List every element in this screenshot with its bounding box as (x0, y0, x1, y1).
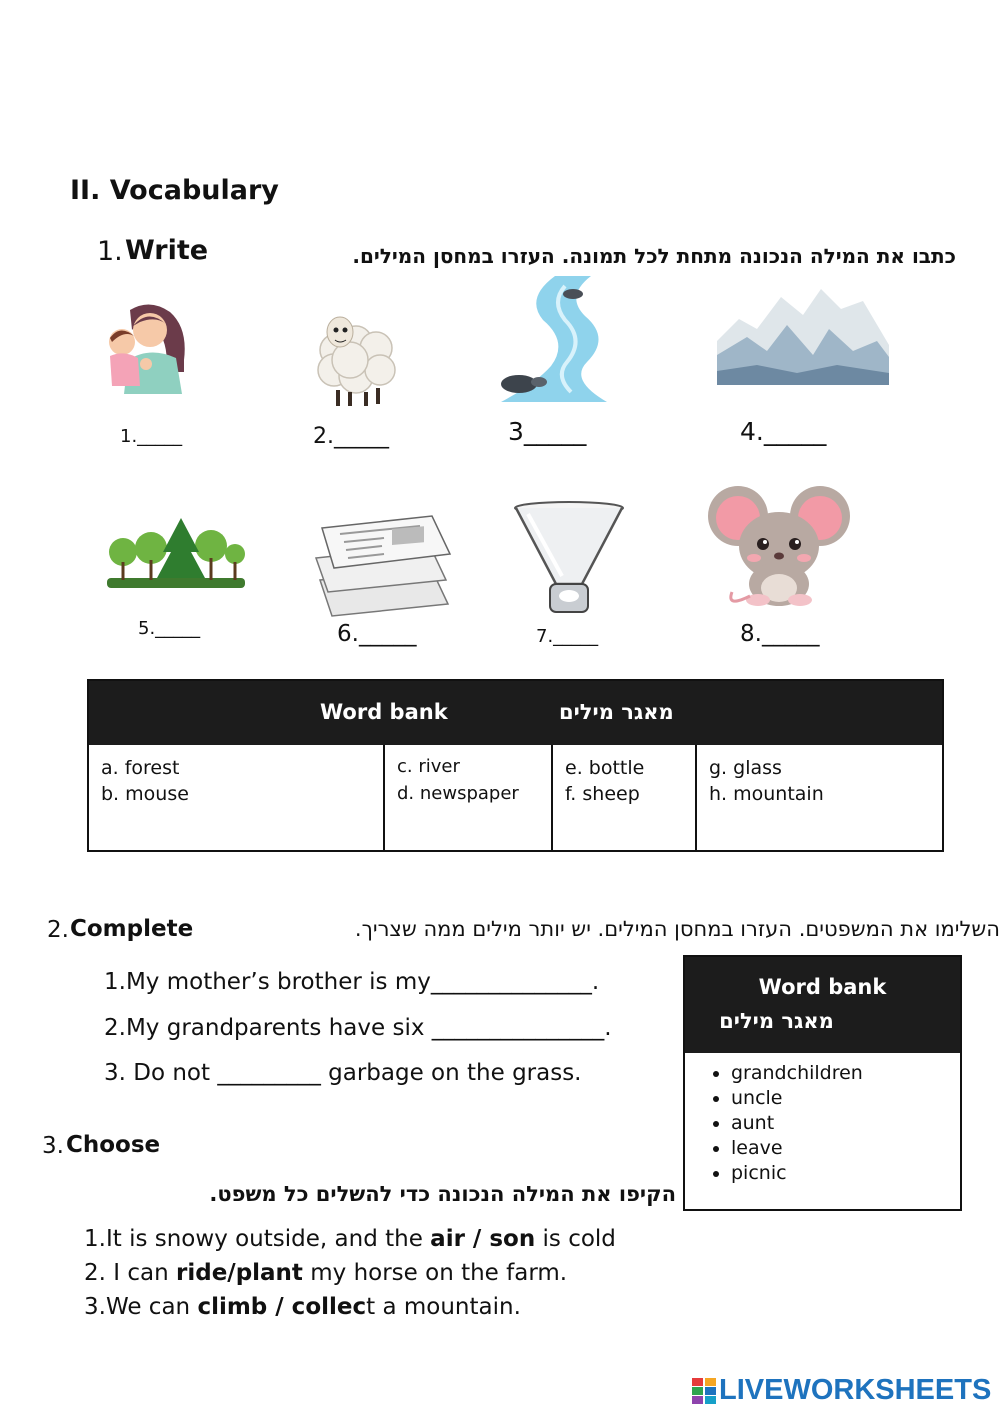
logo-text: LIVEWORKSHEETS (719, 1374, 992, 1406)
picture-5-caption[interactable]: 5._____ (138, 618, 201, 639)
word-bank-item: • picnic (731, 1161, 863, 1186)
sentence-text-after: is cold (535, 1226, 616, 1252)
picture-7-caption[interactable]: 7._____ (536, 626, 599, 647)
word-bank-box (683, 955, 962, 1211)
q3-sentence-2 (84, 1260, 567, 1286)
newspaper-icon (312, 510, 454, 618)
river-icon (495, 276, 613, 402)
word-bank-box-title-he: מאגר מילים (719, 1009, 834, 1033)
logo-grid-icon (692, 1378, 716, 1404)
q3-instruction: הקיפו את המילה הנכונה כדי להשלים כל משפט. (209, 1182, 676, 1206)
sentence-number: 2. (104, 1015, 126, 1041)
word-bank-item: g. glass (709, 757, 782, 779)
word-bank-item: c. river (397, 756, 460, 777)
mountain-icon (717, 285, 889, 389)
word-bank-item: • leave (731, 1136, 863, 1161)
sentence-number: 1. (84, 1226, 106, 1252)
word-bank-column-1 (89, 745, 385, 850)
word-bank-column-4 (697, 745, 942, 850)
word-bank-item: • grandchildren (731, 1061, 863, 1086)
sentence-number: 2. (84, 1260, 106, 1286)
glass-icon (512, 500, 626, 616)
picture-4-caption[interactable]: 4._____ (740, 417, 827, 446)
word-bank-item: a. forest (101, 757, 180, 779)
sentence-text-before: We can (105, 1294, 198, 1320)
q2-label: Complete (70, 916, 194, 942)
q3-sentence-3 (84, 1294, 521, 1320)
sentence-number: 3. (104, 1060, 126, 1086)
word-choice[interactable]: air / son (430, 1226, 536, 1252)
word-bank-item: • uncle (731, 1086, 863, 1111)
sentence-text[interactable]: Do not _________ garbage on the grass. (125, 1060, 582, 1086)
picture-1-caption[interactable]: 1._____ (120, 426, 183, 447)
q2-instruction: השלימו את המשפטים. העזרו במחסן המילים. יש יותר מילים ממה שצריך. (354, 917, 1000, 941)
word-bank-box-title-en: Word bank (758, 975, 887, 999)
word-bank-column-2 (385, 745, 553, 850)
sentence-number: 3. (84, 1294, 106, 1320)
sentence-text[interactable]: My grandparents have six _______________. (125, 1015, 612, 1041)
forest-icon (107, 518, 245, 588)
section-title: II. Vocabulary (70, 175, 279, 206)
word-bank-box-header (685, 957, 960, 1053)
word-bank-table (87, 679, 944, 852)
q3-sentence-1 (84, 1226, 616, 1252)
q1-instruction: כתבו את המילה הנכונה מתחת לכל תמונה. העזרו במחסן המילים. (352, 244, 956, 268)
word-bank-item: • aunt (731, 1111, 863, 1136)
q3-number: 3. (42, 1133, 64, 1159)
mother-baby-icon (100, 300, 190, 398)
q2-sentence-3 (104, 1060, 582, 1086)
word-bank-item: d. newspaper (397, 783, 519, 804)
liveworksheets-logo[interactable] (692, 1374, 992, 1408)
sentence-text-after: t a mountain. (366, 1294, 521, 1320)
word-bank-item: b. mouse (101, 783, 189, 805)
mouse-icon (706, 484, 852, 608)
word-choice[interactable]: ride/plant (176, 1260, 303, 1286)
word-bank-title-he: מאגר מילים (559, 700, 674, 724)
q1-label: Write (125, 235, 209, 266)
word-bank-item: h. mountain (709, 783, 824, 805)
sentence-text-before: I can (105, 1260, 176, 1286)
q1-number: 1. (97, 236, 123, 267)
picture-6-caption[interactable]: 6._____ (337, 621, 417, 647)
q2-number: 2. (47, 917, 69, 943)
picture-8-caption[interactable]: 8._____ (740, 621, 820, 647)
sentence-number: 1. (104, 969, 126, 995)
word-bank-header (89, 681, 942, 745)
word-choice[interactable]: climb / collec (197, 1294, 367, 1320)
picture-2-caption[interactable]: 2._____ (313, 424, 389, 449)
word-bank-title-en: Word bank (320, 700, 448, 724)
q3-label: Choose (66, 1132, 161, 1158)
word-bank-item: e. bottle (565, 757, 645, 779)
q2-sentence-2 (104, 1015, 612, 1041)
sentence-text-before: It is snowy outside, and the (105, 1226, 431, 1252)
word-bank-list (685, 1061, 863, 1186)
word-bank-column-3 (553, 745, 697, 850)
sheep-icon (310, 302, 402, 408)
sentence-text[interactable]: My mother’s brother is my______________. (125, 969, 600, 995)
word-bank-item: f. sheep (565, 783, 640, 805)
picture-3-caption[interactable]: 3_____ (508, 417, 587, 446)
sentence-text-after: my horse on the farm. (302, 1260, 568, 1286)
q2-sentence-1 (104, 969, 599, 995)
